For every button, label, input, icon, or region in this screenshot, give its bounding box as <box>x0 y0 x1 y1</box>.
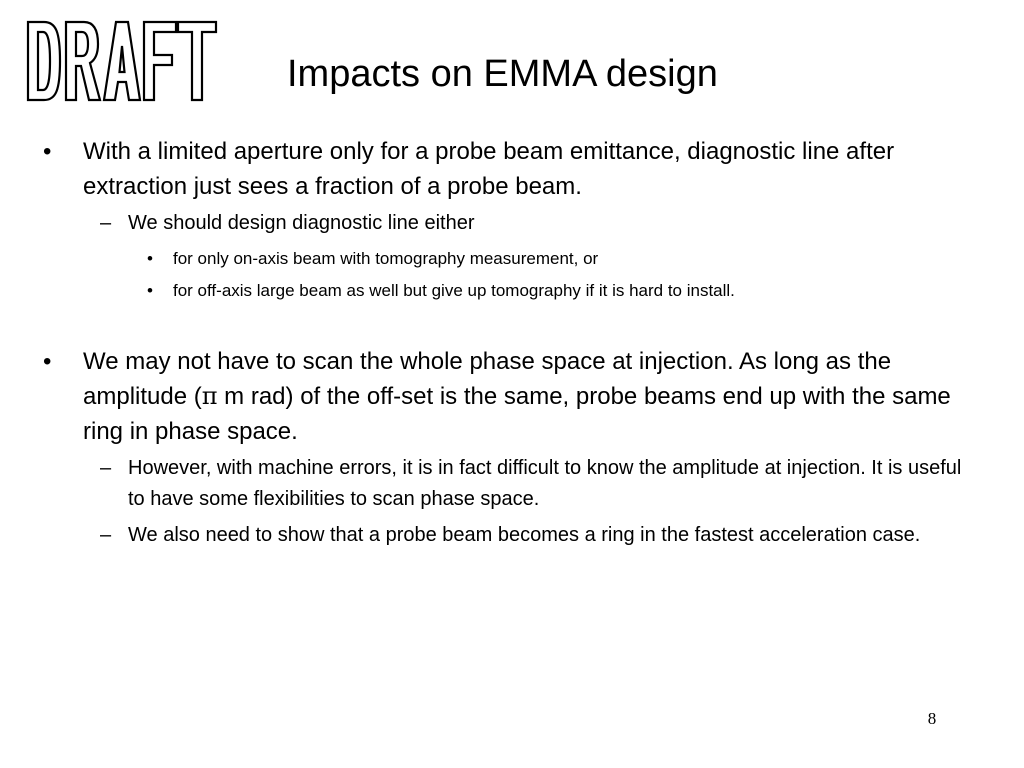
bullet-item <box>43 134 993 204</box>
bullet-marker: • <box>147 249 153 268</box>
sub-sub-bullet-item <box>147 279 967 303</box>
bullet-text: With a limited aperture only for a probe beam emittance, diagnostic line after extraction just sees a fraction of a probe beam. <box>83 138 895 200</box>
bullet-text <box>83 344 993 449</box>
sub-bullet-item <box>100 208 980 239</box>
pi-symbol: π <box>201 382 218 410</box>
dash-marker: – <box>100 457 112 479</box>
sub-sub-bullet-item <box>147 247 967 271</box>
dash-marker: – <box>100 212 112 234</box>
sub-bullet-text: We should design diagnostic line either <box>128 212 475 234</box>
sub-bullet-item <box>100 520 980 551</box>
bullet-marker: • <box>43 348 52 375</box>
sub-sub-bullet-text: for only on-axis beam with tomography measurement, or <box>173 249 599 268</box>
page-number: 8 <box>927 709 937 728</box>
bullet-item <box>43 344 993 449</box>
sub-sub-bullet-text: for off-axis large beam as well but give up tomography if it is hard to install. <box>173 281 735 300</box>
bullet-text-part: We may not have to scan the whole phase space at injection. As long as the amplitude ( <box>83 348 892 410</box>
bullet-text-part: m rad) of the off-set is the same, probe beams end up with the same ring in phase space. <box>83 383 951 445</box>
bullet-marker: • <box>147 281 153 300</box>
dash-marker: – <box>100 524 112 546</box>
slide-title: Impacts on EMMA design <box>287 53 718 95</box>
sub-bullet-item <box>100 453 980 515</box>
bullet-marker: • <box>43 138 52 165</box>
sub-bullet-text: We also need to show that a probe beam becomes a ring in the fastest acceleration case. <box>128 524 921 546</box>
sub-bullet-text: However, with machine errors, it is in fact difficult to know the amplitude at injection. It is useful to have some flexibilities to scan phase space. <box>128 457 962 510</box>
